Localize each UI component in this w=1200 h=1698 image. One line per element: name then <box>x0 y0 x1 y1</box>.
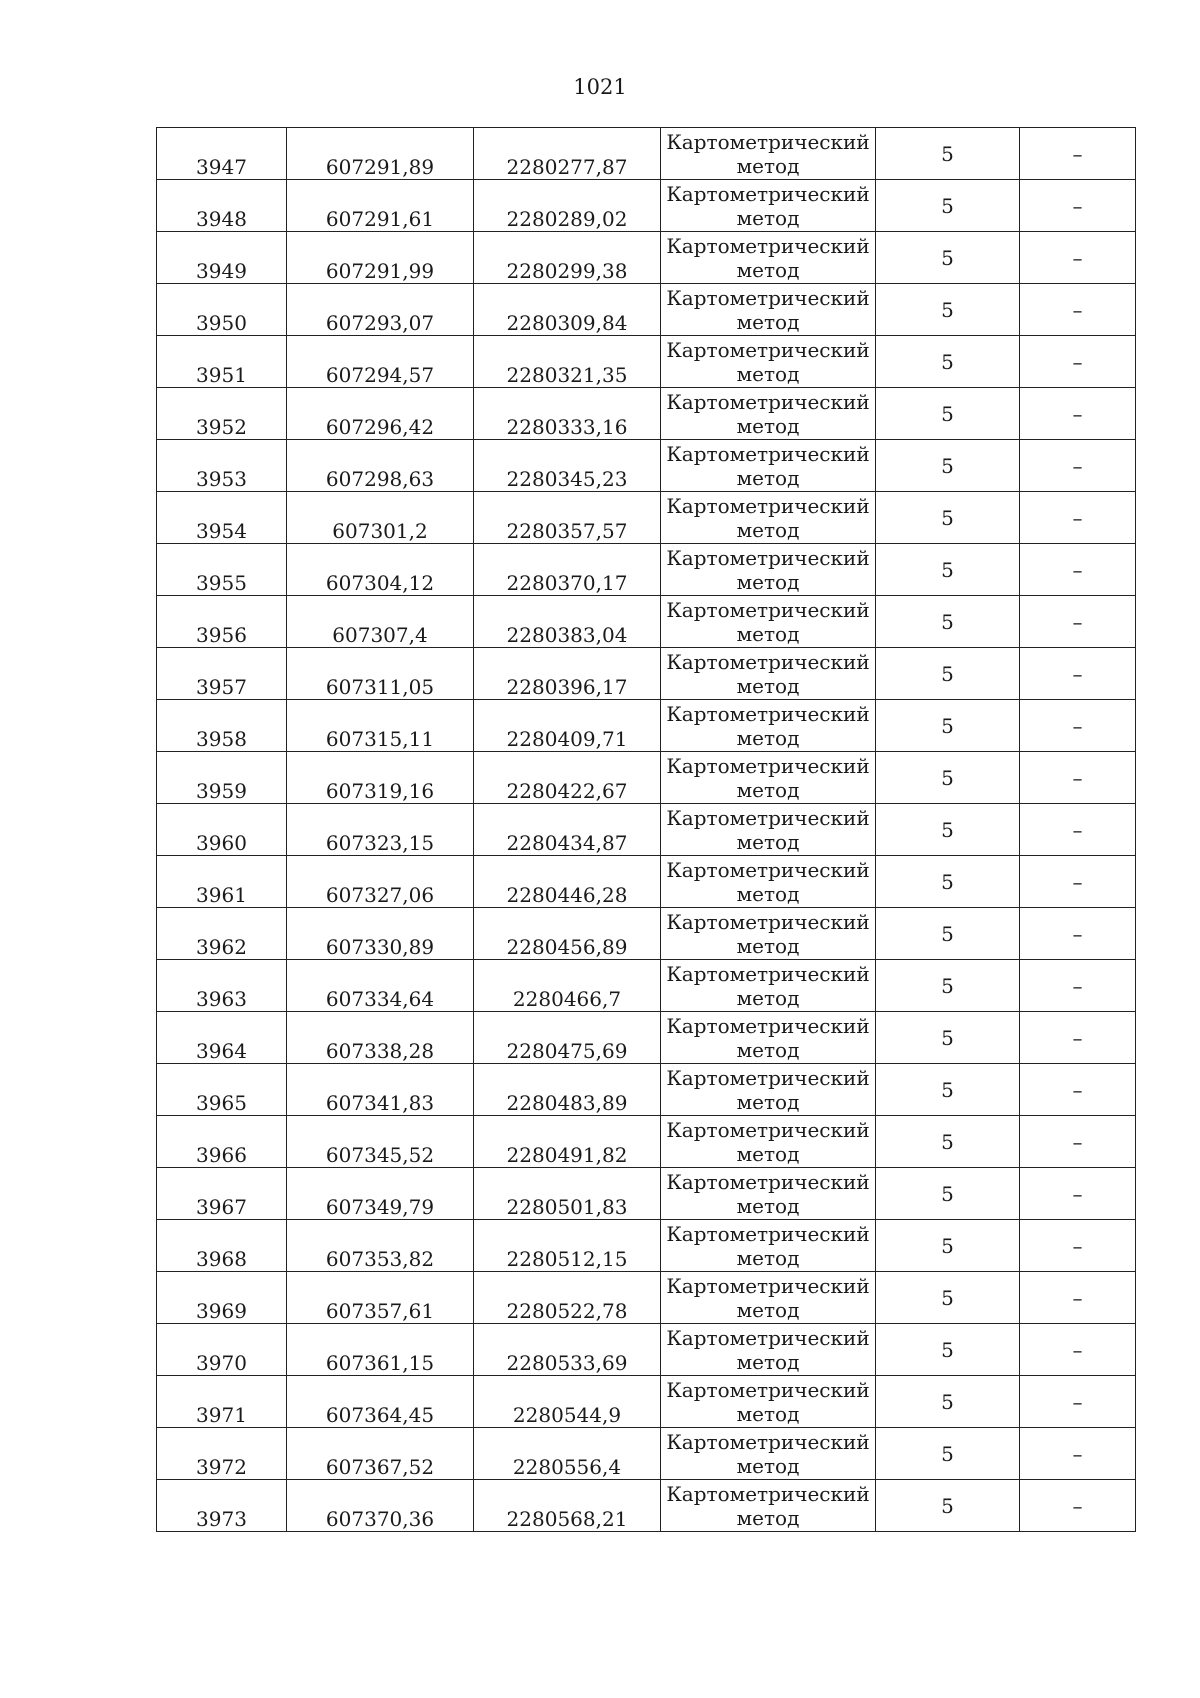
accuracy-cell: 5 <box>876 336 1020 388</box>
method-text-line: метод <box>736 309 800 334</box>
method-cell <box>661 180 876 232</box>
x-coordinate-cell: 607296,42 <box>287 388 474 440</box>
y-coordinate-cell: 2280522,78 <box>474 1272 661 1324</box>
point-number-cell: 3971 <box>157 1376 287 1428</box>
accuracy-cell: 5 <box>876 960 1020 1012</box>
method-text-line: Картометрический <box>666 1325 870 1350</box>
y-coordinate-cell: 2280345,23 <box>474 440 661 492</box>
table-row <box>157 596 1136 648</box>
accuracy-cell: 5 <box>876 1272 1020 1324</box>
table-row <box>157 128 1136 180</box>
x-coordinate-cell: 607311,05 <box>287 648 474 700</box>
method-text-line: метод <box>736 725 800 750</box>
method-cell <box>661 700 876 752</box>
accuracy-cell: 5 <box>876 544 1020 596</box>
method-text-line: Картометрический <box>666 493 870 518</box>
method-text-line: метод <box>736 1505 800 1530</box>
point-number-cell: 3967 <box>157 1168 287 1220</box>
accuracy-cell: 5 <box>876 1480 1020 1532</box>
note-cell: – <box>1020 1272 1136 1324</box>
y-coordinate-cell: 2280299,38 <box>474 232 661 284</box>
method-text-line: Картометрический <box>666 181 870 206</box>
x-coordinate-cell: 607304,12 <box>287 544 474 596</box>
x-coordinate-cell: 607291,89 <box>287 128 474 180</box>
method-text-line: метод <box>736 1089 800 1114</box>
method-text-line: метод <box>736 153 800 178</box>
method-text-line: Картометрический <box>666 337 870 362</box>
method-cell <box>661 336 876 388</box>
method-text-line: Картометрический <box>666 1273 870 1298</box>
y-coordinate-cell: 2280568,21 <box>474 1480 661 1532</box>
method-text-line: Картометрический <box>666 1429 870 1454</box>
point-number-cell: 3966 <box>157 1116 287 1168</box>
method-text-line: метод <box>736 413 800 438</box>
accuracy-cell: 5 <box>876 596 1020 648</box>
accuracy-cell: 5 <box>876 1428 1020 1480</box>
method-text-line: метод <box>736 517 800 542</box>
note-cell: – <box>1020 908 1136 960</box>
y-coordinate-cell: 2280383,04 <box>474 596 661 648</box>
point-number-cell: 3950 <box>157 284 287 336</box>
note-cell: – <box>1020 856 1136 908</box>
accuracy-cell: 5 <box>876 804 1020 856</box>
table-row <box>157 1480 1136 1532</box>
method-text-line: метод <box>736 1245 800 1270</box>
point-number-cell: 3969 <box>157 1272 287 1324</box>
method-text-line: метод <box>736 1349 800 1374</box>
accuracy-cell: 5 <box>876 1324 1020 1376</box>
note-cell: – <box>1020 1428 1136 1480</box>
accuracy-cell: 5 <box>876 1220 1020 1272</box>
method-cell <box>661 856 876 908</box>
accuracy-cell: 5 <box>876 1116 1020 1168</box>
table-row <box>157 1272 1136 1324</box>
point-number-cell: 3956 <box>157 596 287 648</box>
method-cell <box>661 908 876 960</box>
table-row <box>157 1220 1136 1272</box>
accuracy-cell: 5 <box>876 908 1020 960</box>
method-cell <box>661 544 876 596</box>
table-row <box>157 232 1136 284</box>
accuracy-cell: 5 <box>876 180 1020 232</box>
table-row <box>157 804 1136 856</box>
x-coordinate-cell: 607330,89 <box>287 908 474 960</box>
point-number-cell: 3954 <box>157 492 287 544</box>
note-cell: – <box>1020 1220 1136 1272</box>
y-coordinate-cell: 2280333,16 <box>474 388 661 440</box>
note-cell: – <box>1020 648 1136 700</box>
method-text-line: Картометрический <box>666 649 870 674</box>
accuracy-cell: 5 <box>876 388 1020 440</box>
method-text-line: метод <box>736 1037 800 1062</box>
y-coordinate-cell: 2280466,7 <box>474 960 661 1012</box>
method-text-line: Картометрический <box>666 1377 870 1402</box>
table-row <box>157 544 1136 596</box>
x-coordinate-cell: 607291,61 <box>287 180 474 232</box>
method-text-line: метод <box>736 621 800 646</box>
y-coordinate-cell: 2280475,69 <box>474 1012 661 1064</box>
table-row <box>157 752 1136 804</box>
method-text-line: метод <box>736 933 800 958</box>
table-row <box>157 1064 1136 1116</box>
table-row <box>157 1168 1136 1220</box>
accuracy-cell: 5 <box>876 492 1020 544</box>
method-cell <box>661 752 876 804</box>
method-text-line: метод <box>736 1297 800 1322</box>
method-text-line: Картометрический <box>666 441 870 466</box>
method-cell <box>661 1428 876 1480</box>
note-cell: – <box>1020 232 1136 284</box>
table-row <box>157 1376 1136 1428</box>
x-coordinate-cell: 607294,57 <box>287 336 474 388</box>
point-number-cell: 3961 <box>157 856 287 908</box>
accuracy-cell: 5 <box>876 700 1020 752</box>
accuracy-cell: 5 <box>876 1012 1020 1064</box>
method-text-line: метод <box>736 985 800 1010</box>
note-cell: – <box>1020 336 1136 388</box>
y-coordinate-cell: 2280512,15 <box>474 1220 661 1272</box>
point-number-cell: 3962 <box>157 908 287 960</box>
x-coordinate-cell: 607307,4 <box>287 596 474 648</box>
table-row <box>157 700 1136 752</box>
coordinates-table <box>156 127 1136 1532</box>
table-row <box>157 1012 1136 1064</box>
table-row <box>157 492 1136 544</box>
method-cell <box>661 492 876 544</box>
accuracy-cell: 5 <box>876 752 1020 804</box>
point-number-cell: 3973 <box>157 1480 287 1532</box>
method-text-line: метод <box>736 1193 800 1218</box>
method-cell <box>661 1116 876 1168</box>
method-cell <box>661 960 876 1012</box>
x-coordinate-cell: 607367,52 <box>287 1428 474 1480</box>
method-text-line: метод <box>736 881 800 906</box>
note-cell: – <box>1020 752 1136 804</box>
method-cell <box>661 1272 876 1324</box>
method-text-line: Картометрический <box>666 129 870 154</box>
x-coordinate-cell: 607353,82 <box>287 1220 474 1272</box>
note-cell: – <box>1020 700 1136 752</box>
point-number-cell: 3948 <box>157 180 287 232</box>
point-number-cell: 3964 <box>157 1012 287 1064</box>
table-row <box>157 180 1136 232</box>
x-coordinate-cell: 607327,06 <box>287 856 474 908</box>
y-coordinate-cell: 2280277,87 <box>474 128 661 180</box>
note-cell: – <box>1020 492 1136 544</box>
y-coordinate-cell: 2280321,35 <box>474 336 661 388</box>
note-cell: – <box>1020 1376 1136 1428</box>
y-coordinate-cell: 2280483,89 <box>474 1064 661 1116</box>
point-number-cell: 3952 <box>157 388 287 440</box>
method-cell <box>661 1012 876 1064</box>
y-coordinate-cell: 2280357,57 <box>474 492 661 544</box>
point-number-cell: 3947 <box>157 128 287 180</box>
method-text-line: Картометрический <box>666 389 870 414</box>
method-text-line: Картометрический <box>666 909 870 934</box>
point-number-cell: 3955 <box>157 544 287 596</box>
y-coordinate-cell: 2280396,17 <box>474 648 661 700</box>
method-text-line: Картометрический <box>666 1481 870 1506</box>
method-text-line: Картометрический <box>666 285 870 310</box>
point-number-cell: 3960 <box>157 804 287 856</box>
method-text-line: метод <box>736 1141 800 1166</box>
point-number-cell: 3953 <box>157 440 287 492</box>
coordinates-table-body <box>157 128 1136 1532</box>
method-text-line: метод <box>736 569 800 594</box>
point-number-cell: 3968 <box>157 1220 287 1272</box>
accuracy-cell: 5 <box>876 1064 1020 1116</box>
table-row <box>157 648 1136 700</box>
point-number-cell: 3963 <box>157 960 287 1012</box>
accuracy-cell: 5 <box>876 232 1020 284</box>
y-coordinate-cell: 2280501,83 <box>474 1168 661 1220</box>
table-row <box>157 284 1136 336</box>
x-coordinate-cell: 607301,2 <box>287 492 474 544</box>
y-coordinate-cell: 2280544,9 <box>474 1376 661 1428</box>
accuracy-cell: 5 <box>876 440 1020 492</box>
accuracy-cell: 5 <box>876 1168 1020 1220</box>
method-text-line: метод <box>736 1401 800 1426</box>
accuracy-cell: 5 <box>876 648 1020 700</box>
note-cell: – <box>1020 1116 1136 1168</box>
method-cell <box>661 804 876 856</box>
note-cell: – <box>1020 1480 1136 1532</box>
y-coordinate-cell: 2280533,69 <box>474 1324 661 1376</box>
method-text-line: метод <box>736 205 800 230</box>
method-text-line: Картометрический <box>666 961 870 986</box>
method-text-line: метод <box>736 257 800 282</box>
method-cell <box>661 440 876 492</box>
method-text-line: метод <box>736 1453 800 1478</box>
table-row <box>157 1428 1136 1480</box>
x-coordinate-cell: 607323,15 <box>287 804 474 856</box>
x-coordinate-cell: 607370,36 <box>287 1480 474 1532</box>
method-text-line: Картометрический <box>666 545 870 570</box>
method-cell <box>661 1220 876 1272</box>
accuracy-cell: 5 <box>876 1376 1020 1428</box>
y-coordinate-cell: 2280422,67 <box>474 752 661 804</box>
method-cell <box>661 648 876 700</box>
method-text-line: Картометрический <box>666 1117 870 1142</box>
method-cell <box>661 1168 876 1220</box>
method-cell <box>661 388 876 440</box>
y-coordinate-cell: 2280309,84 <box>474 284 661 336</box>
x-coordinate-cell: 607364,45 <box>287 1376 474 1428</box>
table-row <box>157 908 1136 960</box>
x-coordinate-cell: 607361,15 <box>287 1324 474 1376</box>
y-coordinate-cell: 2280370,17 <box>474 544 661 596</box>
note-cell: – <box>1020 440 1136 492</box>
x-coordinate-cell: 607334,64 <box>287 960 474 1012</box>
note-cell: – <box>1020 1324 1136 1376</box>
point-number-cell: 3957 <box>157 648 287 700</box>
note-cell: – <box>1020 128 1136 180</box>
note-cell: – <box>1020 388 1136 440</box>
y-coordinate-cell: 2280289,02 <box>474 180 661 232</box>
table-row <box>157 388 1136 440</box>
method-cell <box>661 1324 876 1376</box>
x-coordinate-cell: 607293,07 <box>287 284 474 336</box>
method-text-line: Картометрический <box>666 753 870 778</box>
x-coordinate-cell: 607349,79 <box>287 1168 474 1220</box>
accuracy-cell: 5 <box>876 284 1020 336</box>
method-cell <box>661 596 876 648</box>
accuracy-cell: 5 <box>876 856 1020 908</box>
method-cell <box>661 1064 876 1116</box>
method-text-line: Картометрический <box>666 701 870 726</box>
method-text-line: метод <box>736 465 800 490</box>
point-number-cell: 3972 <box>157 1428 287 1480</box>
method-text-line: Картометрический <box>666 1013 870 1038</box>
x-coordinate-cell: 607319,16 <box>287 752 474 804</box>
note-cell: – <box>1020 960 1136 1012</box>
accuracy-cell: 5 <box>876 128 1020 180</box>
y-coordinate-cell: 2280434,87 <box>474 804 661 856</box>
x-coordinate-cell: 607345,52 <box>287 1116 474 1168</box>
page-number: 1021 <box>573 75 627 99</box>
table-row <box>157 440 1136 492</box>
y-coordinate-cell: 2280556,4 <box>474 1428 661 1480</box>
note-cell: – <box>1020 596 1136 648</box>
method-text-line: метод <box>736 829 800 854</box>
method-cell <box>661 128 876 180</box>
method-text-line: Картометрический <box>666 233 870 258</box>
note-cell: – <box>1020 804 1136 856</box>
note-cell: – <box>1020 544 1136 596</box>
method-text-line: Картометрический <box>666 805 870 830</box>
method-text-line: Картометрический <box>666 597 870 622</box>
method-cell <box>661 232 876 284</box>
method-text-line: метод <box>736 673 800 698</box>
method-text-line: метод <box>736 361 800 386</box>
method-cell <box>661 284 876 336</box>
point-number-cell: 3959 <box>157 752 287 804</box>
note-cell: – <box>1020 180 1136 232</box>
method-cell <box>661 1480 876 1532</box>
table-row <box>157 960 1136 1012</box>
y-coordinate-cell: 2280446,28 <box>474 856 661 908</box>
table-row <box>157 336 1136 388</box>
point-number-cell: 3951 <box>157 336 287 388</box>
point-number-cell: 3965 <box>157 1064 287 1116</box>
x-coordinate-cell: 607341,83 <box>287 1064 474 1116</box>
x-coordinate-cell: 607298,63 <box>287 440 474 492</box>
note-cell: – <box>1020 1012 1136 1064</box>
y-coordinate-cell: 2280409,71 <box>474 700 661 752</box>
x-coordinate-cell: 607315,11 <box>287 700 474 752</box>
x-coordinate-cell: 607357,61 <box>287 1272 474 1324</box>
method-cell <box>661 1376 876 1428</box>
method-text-line: Картометрический <box>666 1221 870 1246</box>
table-row <box>157 1324 1136 1376</box>
x-coordinate-cell: 607291,99 <box>287 232 474 284</box>
x-coordinate-cell: 607338,28 <box>287 1012 474 1064</box>
y-coordinate-cell: 2280456,89 <box>474 908 661 960</box>
point-number-cell: 3970 <box>157 1324 287 1376</box>
y-coordinate-cell: 2280491,82 <box>474 1116 661 1168</box>
note-cell: – <box>1020 284 1136 336</box>
method-text-line: Картометрический <box>666 857 870 882</box>
point-number-cell: 3958 <box>157 700 287 752</box>
table-row <box>157 856 1136 908</box>
method-text-line: Картометрический <box>666 1065 870 1090</box>
method-text-line: Картометрический <box>666 1169 870 1194</box>
point-number-cell: 3949 <box>157 232 287 284</box>
note-cell: – <box>1020 1168 1136 1220</box>
note-cell: – <box>1020 1064 1136 1116</box>
method-text-line: метод <box>736 777 800 802</box>
table-row <box>157 1116 1136 1168</box>
